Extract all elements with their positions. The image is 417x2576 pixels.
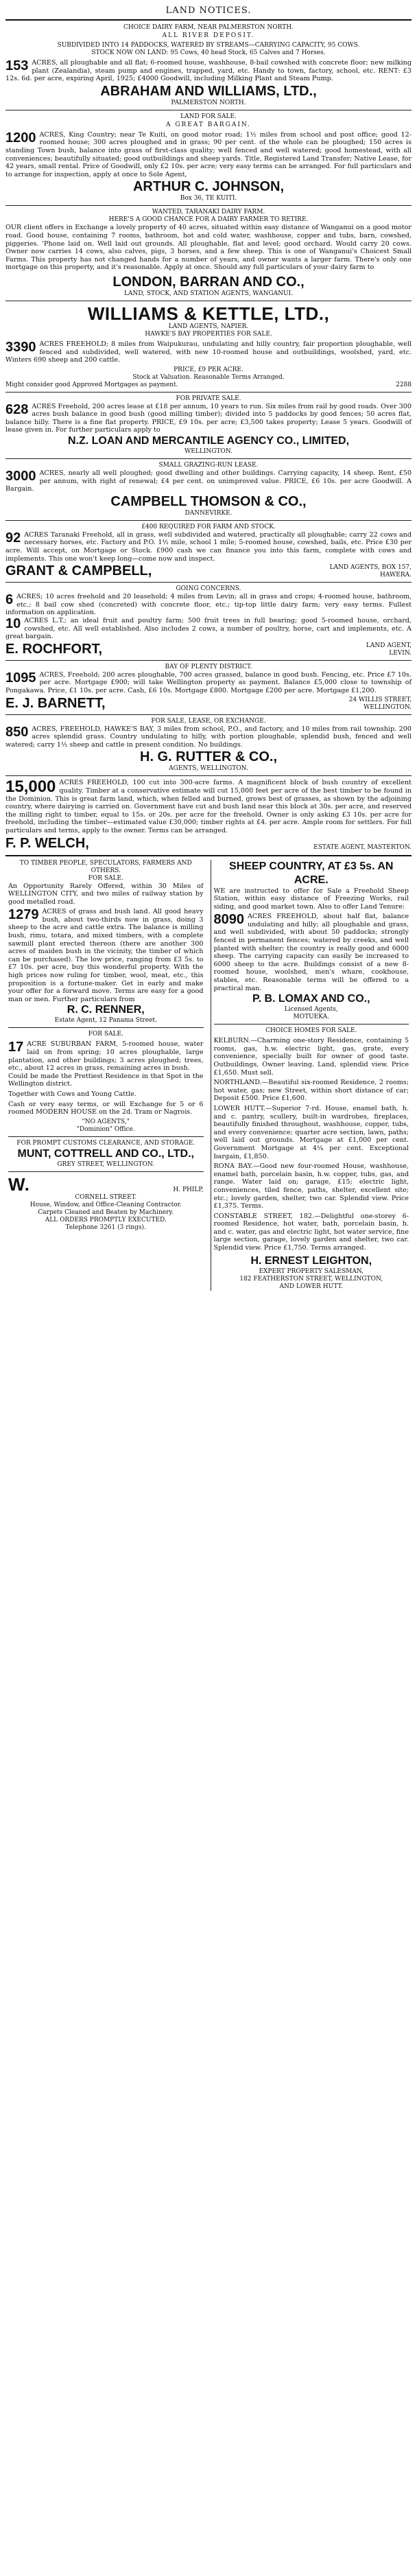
ad-phone: Telephone 3261 (3 rings). bbox=[65, 1223, 146, 1231]
ad-agent: F. P. WELCH, bbox=[5, 835, 89, 851]
ad-farm-and-stock bbox=[5, 524, 412, 579]
divider bbox=[8, 1027, 204, 1028]
ad-acres: 153 bbox=[5, 58, 29, 73]
ad-body: ACRES, nearly all well ploughed; good dwelling and other buildings. Carrying capacity, 14 sheep. Rent, £50 per annum, with right of renewal; £4 per cent. on unimproved value. PRICE, £6 10s. per acre Goodwill. A Bargain. bbox=[5, 469, 412, 493]
ad-town: WELLINGTON. bbox=[184, 448, 233, 456]
ad-acres: 3000 bbox=[5, 469, 36, 484]
ad-agent: P. B. LOMAX AND CO., bbox=[252, 993, 370, 1005]
ad-address: Box 36, TE KUITI. bbox=[180, 195, 237, 202]
ad-town: PALMERSTON NORTH. bbox=[171, 99, 246, 106]
ad-agent-note: EXPERT PROPERTY SALESMAN, bbox=[259, 1267, 364, 1275]
ad-timber-people bbox=[8, 860, 204, 1025]
list-item: NORTHLAND.—Beautiful six-roomed Residence, 2 rooms; hot water, gas; new Street, within short distance of car; Deposit £500. Price £1,600. bbox=[213, 1079, 409, 1103]
ad-acres: 628 bbox=[5, 401, 29, 417]
ad-subheadline: ALL RIVER DEPOSIT. bbox=[162, 32, 255, 39]
ad-address: LAND, STOCK, AND STATION AGENTS, WANGANUI. bbox=[123, 290, 294, 297]
ad-agent: R. C. RENNER, bbox=[67, 1004, 145, 1016]
ad-address: 24 WILLIS STREET, WELLINGTON. bbox=[348, 696, 412, 711]
ad-ref: 2288 bbox=[396, 381, 412, 388]
list-item: RONA BAY.—Good new four-roomed House, washhouse, enamel bath, porcelain basin, h.w. copper, tubs, gas, and range. Water laid on; garage, £15; electric light, conveniences, tiled fence, paths, shelter, excellent site; etc.; lovely garden, shelter, two car. Splendid view. Price £1,375. Terms. bbox=[213, 1162, 409, 1210]
ad-body: ACRE SUBURBAN FARM, 5-roomed house, water laid on from spring; 10 acres ploughable, large plantation, and other buildings; 3 acres ploughed; trees, etc., about 12 acres in grass, remaining acres in bush. bbox=[8, 1040, 204, 1073]
ad-body: ACRES Taranaki Freehold, all in grass, well subdivided and watered, practically all ploughable; carry 22 cows and necessary horses, etc. Factory and P.O. 1½ mile, school 1 mile; 5-roomed house, cowshed, bails, etc. Price £30 per acre. Will accept, on Mortgage or Stock. £900 cash we can finance you into this farm, complete with cows and implements. This one won't keep long—come now and inspect. bbox=[5, 530, 412, 563]
ad-headline: TO TIMBER PEOPLE, SPECULATORS, FARMERS AND OTHERS. bbox=[19, 859, 192, 874]
ad-agent: WILLIAMS & KETTLE, LTD., bbox=[87, 303, 330, 324]
ad-cleaning-contractor bbox=[8, 1175, 204, 1232]
ad-land-for-sale-king-country bbox=[5, 113, 412, 203]
ad-going-concerns bbox=[5, 585, 412, 657]
ad-body: ACRES FREEHOLD, about half flat, balance undulating and hilly; all ploughable and grass, and well subdivided, with about 50 paddocks; strongly fenced in permanent fences; watered by creeks, and well planted with shelter; the country is really good and 6000 sheep. The carrying capacity can easily be increased to 6000 sheep to the acre. Buildings consist of a new 8-roomed house, woolshed, men's whare, cookhouse, stables, etc. Reasonable terms will be offered to a practical man. bbox=[213, 913, 409, 992]
left-column bbox=[5, 860, 206, 1291]
ad-line: STOCK NOW ON LAND: 95 Cows, 40 head Stock, 65 Calves and 7 Horses. bbox=[91, 49, 326, 56]
ad-suburban-farm bbox=[8, 1031, 204, 1133]
ad-address: 182 FEATHERSTON STREET, WELLINGTON, bbox=[239, 1275, 383, 1283]
ad-body: House, Window, and Office-Cleaning Contractor. bbox=[29, 1201, 182, 1208]
ad-sheep-country bbox=[214, 860, 409, 1022]
list-item: LOWER HUTT.—Superior 7-rd. House, enamel bath, h. and c. pantry, scullery, built-in wardrobes, fireplaces, beautifully finished throughout, washhouse, copper, tubs, and every convenience; quarter acre section, lawn, paths; well laid out grounds. Mortgage at £1,000 per cent. Government Mortgage at 4¼ per cent. Exceptional bargain, £1,850. bbox=[213, 1104, 409, 1160]
ad-town: MOTUEKA. bbox=[293, 1014, 329, 1021]
divider bbox=[5, 205, 412, 206]
ad-headline: FOR SALE, LEASE, OR EXCHANGE. bbox=[151, 717, 266, 725]
section-title: LAND NOTICES. bbox=[165, 5, 252, 16]
ad-agent: H. G. RUTTER & CO., bbox=[140, 749, 277, 765]
ad-agent: CAMPBELL THOMSON & CO., bbox=[110, 493, 307, 509]
ad-body: ACRES FREEHOLD; 8 miles from Waipukurau, undulating and hilly country, fair proportion ploughable, well fenced and subdivided, well watered, with new 10-roomed house and outbuildings, woolshed, yard, etc. Winters 690 sheep and 200 cattle. bbox=[5, 340, 412, 364]
ad-headline: FOR SALE. bbox=[88, 1031, 123, 1038]
ad-sale-lease-exchange bbox=[5, 718, 412, 773]
ad-subheadline: HERE'S A GOOD CHANCE FOR A DAIRY FARMER TO RETIRE. bbox=[108, 216, 309, 224]
ad-body: OUR client offers in Exchange a lovely property of 40 acres, situated within easy distance of Wanganui on a good motor road. Good house, containing 7 rooms, bathroom, hot and cold water, washhouse, copper and tubs, barn, cowshed, piggeries. 'Phone laid on. Well laid out grounds. All ploughable, flat and level; good orchard. Would carry 20 cows. Owner now carries 14 cows, also calves, pigs, 3 horses, and a few sheep. This is one of Wanganui's Choicest Small Farms. This property has not changed hands for a number of years, and owner wants a larger farm. There's only one mortgage on this property, and it's reasonable. Apply at once. Should any full particulars of your dairy farm to bbox=[5, 224, 412, 272]
ad-reply: "NO AGENTS," bbox=[82, 1118, 130, 1125]
ad-wanted-taranaki-dairy-farm bbox=[5, 209, 412, 298]
divider bbox=[5, 855, 412, 856]
ad-agent: E. ROCHFORT, bbox=[5, 641, 103, 657]
ad-headline: GOING CONCERNS. bbox=[176, 585, 241, 593]
ad-intro: An Opportunity Rarely Offered, within 30 Miles of WELLINGTON CITY, and two miles of railway station by good metalled road. bbox=[8, 882, 204, 906]
ad-acres: 10 bbox=[5, 616, 21, 631]
ad-acres: 92 bbox=[5, 530, 21, 546]
ad-agent: E. J. BARNETT, bbox=[5, 695, 106, 711]
ad-headline: FOR PRIVATE SALE. bbox=[176, 395, 241, 402]
right-column bbox=[211, 860, 412, 1291]
ad-for-private-sale bbox=[5, 395, 412, 456]
ad-address: CORNELL STREET. bbox=[75, 1193, 137, 1201]
divider bbox=[5, 520, 412, 521]
ad-town: DANNEVIRKE. bbox=[184, 509, 233, 517]
ad-agent-note: Licensed Agents, bbox=[284, 1006, 338, 1014]
divider bbox=[5, 458, 412, 459]
divider bbox=[5, 660, 412, 661]
ad-acres: 1200 bbox=[5, 130, 36, 145]
ad-body: ACRES of grass and bush land. All good heavy bush, about two-thirds now in grass, doing 3 sheep to the acre and cattle extra. The balance is milling bush, rimu, totara, and mixed timbers, with a complete sawmill plant erected thereon (there are another 300 acres of maiden bush in the vicinity, the timber of which can be purchased). The low price, ranging from £3 5s. to £7 10s. per acre, buy this wonderful property. With the high prices now ruling for timber, wool, meat, etc., this proposition is a fortune-maker. Get in early and make your offer for a forward move. Terms are easy for a good man or men. Further particulars from bbox=[8, 908, 204, 1003]
ad-headline: HAWKE'S BAY PROPERTIES FOR SALE. bbox=[145, 330, 272, 338]
ad-acres: 8090 bbox=[213, 912, 244, 928]
ad-reply: "Dominion" Office. bbox=[76, 1125, 135, 1133]
ad-bay-of-plenty bbox=[5, 664, 412, 712]
list-item: CONSTABLE STREET, 182.—Delightful one-storey 6-roomed Residence, hot water, bath, porcelain basin, h. and c. water, gas and electric light, hot water service, fine large section, garage, lovely garden and shelter, two car. Splendid view. Price £1,750. Terms arranged. bbox=[213, 1212, 409, 1252]
ad-stock-note: Stock at Valuation. Reasonable Terms Arranged. bbox=[132, 373, 285, 381]
ad-acres: 850 bbox=[5, 724, 29, 740]
ad-line: SUBDIVIDED INTO 14 PADDOCKS, WATERED BY STREAMS—CARRYING CAPACITY, 95 COWS. bbox=[57, 42, 360, 49]
ad-address: Estate Agent, 12 Panama Street. bbox=[54, 1017, 157, 1024]
ad-choice-dairy-farm bbox=[5, 24, 412, 107]
ad-body: ACRES FREEHOLD, 100 cut into 300-acre farms. A magnificent block of bush country of excellent quality. Timber at a conservative estimate will cut 15,000 feet per acre of the best timber to be found in the Dominion. This is great farm land, which, when felled and burned, grows best of grasses, as shown by the adjoining country, where dairying is carried on. Government have cut and bush land near this block at 30s. per acre, and reserved the milling right to timber, equal to 15s. or 20s. per acre for the freehold. Owner is only asking £3 10s. per acre for freehold, including the timber—estimated value £30,000; timber rights at £4. per acre. Ample room for settlers. For full particulars and terms, apply to the owner. Terms can be arranged. bbox=[5, 779, 412, 834]
ad-headline: SMALL GRAZING-RUN LEASE. bbox=[158, 462, 259, 469]
ad-body: Together with Cows and Young Cattle. bbox=[8, 1090, 136, 1098]
ad-body: ACRES, Freehold; 200 acres ploughable, 700 acres grassed, balance in good bush. Fencing, etc. Price £7 10s. per acre. Mortgage £900; will take Wellington property as payment. Balance £5,000 close to township of Pongakawa. Price, £1 10s. per acre. Cash, £6 10s. Mortgage £800. Mortgage £200 per acre. Mortgage £1,200. bbox=[5, 670, 412, 694]
ad-acres: 1279 bbox=[8, 907, 39, 923]
ad-williams-kettle bbox=[5, 304, 412, 389]
ad-headline: BAY OF PLENTY DISTRICT. bbox=[165, 663, 252, 670]
ad-acres: 3390 bbox=[5, 339, 36, 355]
ad-customs-clearance bbox=[8, 1140, 204, 1169]
divider bbox=[5, 775, 412, 776]
ad-agent-note: LAND AGENT, LEVIN. bbox=[366, 642, 412, 657]
divider bbox=[5, 392, 412, 393]
ad-body: ACRES, FREEHOLD, HAWKE'S BAY, 3 miles from school, P.O., and factory, and 10 miles from rail township. 200 acres splendid grass. Country undulating to hilly, with portion ploughable, splendid bush, fenced and well watered; carry 1½ sheep and cattle in present condition. No buildings. bbox=[5, 725, 412, 749]
ad-bush-country bbox=[5, 779, 412, 851]
ad-agent-note: ESTATE AGENT, MASTERTON. bbox=[313, 843, 412, 851]
ad-address: AND LOWER HUTT. bbox=[279, 1283, 343, 1290]
divider bbox=[8, 1171, 204, 1172]
ad-body: ACRES L.T.; an ideal fruit and poultry farm; 500 fruit trees in full bearing; good 5-roomed house, orchard, cowshed, etc. All well established. Also includes 2 cows, a number of poultry, horse, cart and implements, etc. A great bargain. bbox=[5, 617, 412, 641]
ad-agent: ARTHUR C. JOHNSON, bbox=[132, 179, 284, 195]
ad-intro: WE are instructed to offer for Sale a Freehold Sheep Station, within easy distance of Freezing Works, rail siding, and good market town. Also to offer Land Tenure: bbox=[213, 887, 409, 911]
two-column-section bbox=[5, 860, 412, 1291]
ad-agent-note: AGENTS, WELLINGTON. bbox=[169, 765, 248, 773]
ad-agent: N.Z. LOAN AND MERCANTILE AGENCY CO., LIMITED, bbox=[67, 435, 350, 447]
ad-name: H. PHILP, bbox=[173, 1186, 204, 1193]
ad-agent: GRANT & CAMPBELL, bbox=[5, 563, 152, 579]
ad-body: Carpets Cleaned and Beaten by Machinery. bbox=[38, 1208, 174, 1216]
ad-headline: FOR PROMPT CUSTOMS CLEARANCE, AND STORAGE. bbox=[16, 1139, 195, 1147]
ad-agent: H. ERNEST LEIGHTON, bbox=[250, 1254, 372, 1267]
ad-initial: W. bbox=[8, 1173, 30, 1195]
ad-subheadline: FOR SALE. bbox=[88, 874, 123, 882]
ad-body: Could be made the Prettiest Residence in that Spot in the Wellington district. bbox=[8, 1072, 204, 1088]
ad-agent: ABRAHAM AND WILLIAMS, LTD., bbox=[100, 83, 317, 99]
ad-subheadline: A GREAT BARGAIN. bbox=[165, 121, 252, 128]
divider bbox=[5, 714, 412, 715]
ad-body: ACRES Freehold, 200 acres lease at £18 per annum, 10 years to run. Six miles from rail by good roads. Over 300 acres bush balance in good bush (good milling timber); divided into 5 paddocks by good fences; 50 acres flat, balance hilly. There is a fine flat property. PRICE, £9 10s. per acre; £3,500 takes property; Lease 5 years. Goodwill of lease given in. For further particulars apply to bbox=[5, 402, 412, 434]
ad-note: Might consider good Approved Mortgages as payment. bbox=[5, 381, 178, 388]
ad-body: ACRES; 10 acres freehold and 20 leasehold; 4 miles from Levin; all in grass and crops; 4-roomed house, bathroom, etc.; 8 bail cow shed (concreted) with concrete floor, etc.; tip-top little dairy farm; very easy terms. Fullest information on application. bbox=[5, 593, 412, 617]
ad-acres: 17 bbox=[8, 1040, 24, 1055]
ad-headline: CHOICE HOMES FOR SALE. bbox=[265, 1027, 357, 1035]
ad-small-grazing-run bbox=[5, 462, 412, 517]
divider bbox=[8, 1136, 204, 1137]
divider bbox=[5, 582, 412, 583]
ad-headline: £400 REQUIRED FOR FARM AND STOCK. bbox=[141, 523, 276, 530]
ad-body: ACRES, King Country; near Te Kuiti, on good motor road; 1½ miles from school and post office; good 12-roomed house; 300 acres ploughed and in grass; 90 per cent. of the whole can be ploughed; 150 acres is standing Town bush, balance into grass of first-class quality; well fenced and well watered; good homestead, with all conveniences; beautifully situated; good outbuildings and sheep yards. Title, Registered Land Transfer; Native Lease, for 42 years, small rental. Price of Goodwill, only £2 10s. per acre; very easy terms can be arranged. For full particulars and to arrange for inspection, apply at once to Sole Agent, bbox=[5, 130, 412, 178]
ad-address: GREY STREET, WELLINGTON. bbox=[57, 1160, 155, 1168]
ad-price: PRICE, £9 PER ACRE. bbox=[174, 366, 243, 373]
ad-body: Cash or very easy terms, or will Exchange for 5 or 6 roomed MODERN HOUSE on the 2d. Tram or Nagrois. bbox=[8, 1100, 204, 1116]
land-notices-page bbox=[5, 3, 412, 1291]
ad-agent: MUNT, COTTRELL AND CO., LTD., bbox=[17, 1147, 194, 1160]
ad-headline: LAND FOR SALE. bbox=[180, 113, 237, 120]
ad-acres: 6 bbox=[5, 592, 14, 608]
ad-headline: WANTED, TARANAKI DAIRY FARM. bbox=[152, 209, 265, 216]
ad-body: ALL ORDERS PROMPTLY EXECUTED. bbox=[45, 1216, 167, 1223]
ad-headline: SHEEP COUNTRY, AT £3 5s. AN ACRE. bbox=[229, 860, 394, 886]
ad-acres: 15,000 bbox=[5, 777, 56, 797]
ad-body: ACRES, all ploughable and all flat; 6-roomed house, washhouse, 8-bail cowshed with concrete floor; new milking plant (Zealandia), steam pump and engines, trapped, yard, etc. Handy to town, factory, school, etc. RENT: £3 12s. 6d. per acre, expiring April, 1925; £4000 Goodwill, including Milking Plant and Steam Pump. bbox=[5, 59, 412, 83]
ad-agent: LONDON, BARRAN AND CO., bbox=[112, 274, 305, 290]
ad-choice-homes bbox=[214, 1027, 409, 1290]
ad-agent-note: LAND AGENTS, BOX 157, HAWERA. bbox=[329, 564, 412, 579]
ad-headline: CHOICE DAIRY FARM, NEAR PALMERSTON NORTH. bbox=[123, 24, 294, 31]
ad-acres: 1095 bbox=[5, 670, 36, 686]
divider bbox=[5, 19, 412, 21]
ad-address: LAND AGENTS, NAPIER. bbox=[168, 323, 249, 330]
list-item: KELBURN.—Charming one-story Residence, containing 5 rooms, gas, h.w. electric light, gas, grate, every convenience, specially built for owner of good taste. Outbuildings, Owner leaving. Land, splendid view. Price £1,650. Must sell. bbox=[213, 1037, 409, 1077]
